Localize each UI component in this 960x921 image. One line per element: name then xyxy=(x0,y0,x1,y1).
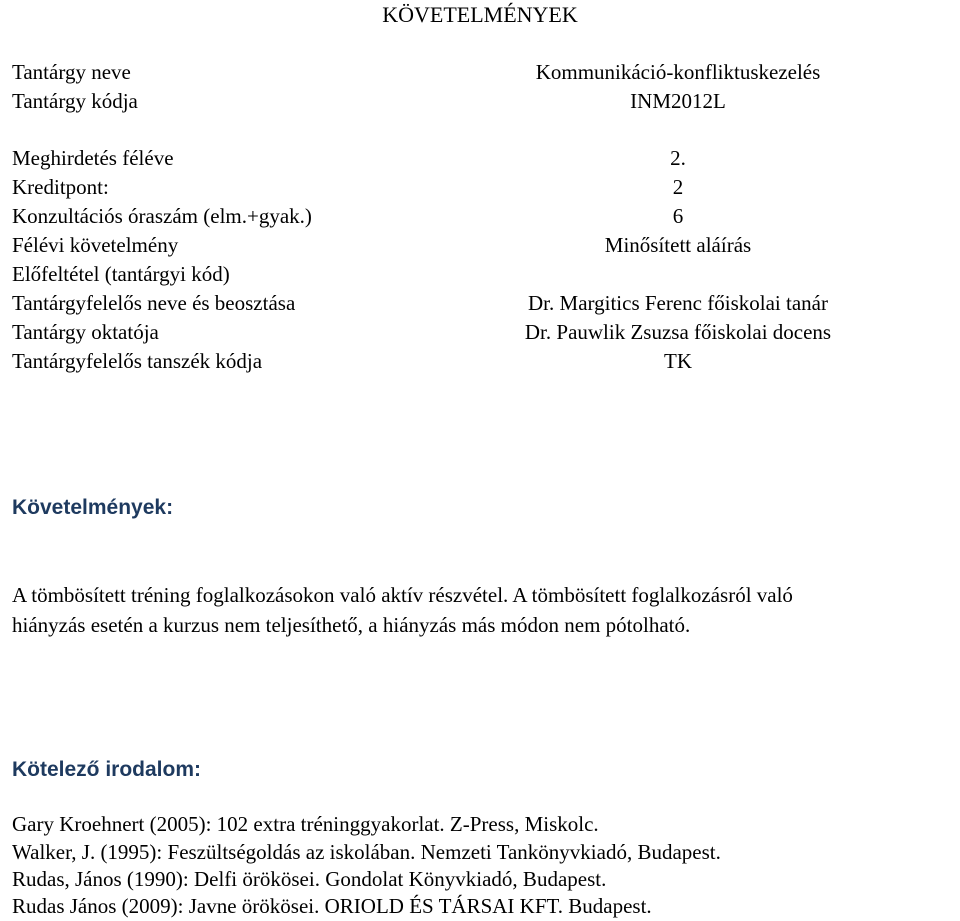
info-row-responsible xyxy=(12,289,952,318)
semester-value: 2. xyxy=(670,146,686,170)
subject-name-label: Tantárgy neve xyxy=(12,60,131,84)
literature-item: Walker, J. (1995): Feszültségoldás az iskolában. Nemzeti Tankönyvkiadó, Budapest. xyxy=(12,840,721,864)
document-title: KÖVETELMÉNYEK xyxy=(382,2,578,27)
info-row-requirement xyxy=(12,231,952,260)
requirements-text-line-2: hiányzás esetén a kurzus nem teljesíthető, a hiányzás más módon nem pótolható. xyxy=(12,613,691,637)
responsible-value: Dr. Margitics Ferenc főiskolai tanár xyxy=(528,291,828,315)
semester-label: Meghirdetés féléve xyxy=(12,146,174,170)
info-row-department xyxy=(12,347,952,376)
info-row-hours xyxy=(12,202,952,231)
requirement-value: Minősített aláírás xyxy=(604,233,752,257)
literature-item: Rudas János (2009): Javne örökösei. ORIOLD ÉS TÁRSAI KFT. Budapest. xyxy=(12,894,652,918)
info-row-teacher xyxy=(12,318,952,347)
credit-label: Kreditpont: xyxy=(12,175,109,199)
info-row-credit xyxy=(12,173,952,202)
credit-value: 2 xyxy=(672,175,684,199)
subject-name-value: Kommunikáció-konfliktuskezelés xyxy=(535,60,821,84)
teacher-label: Tantárgy oktatója xyxy=(12,320,159,344)
requirement-label: Félévi követelmény xyxy=(12,233,179,257)
info-row-semester xyxy=(12,144,952,173)
responsible-label: Tantárgyfelelős neve és beosztása xyxy=(12,291,296,315)
info-row-subject-name xyxy=(12,58,952,87)
literature-heading: Kötelező irodalom: xyxy=(12,758,202,781)
requirements-heading: Követelmények: xyxy=(12,496,174,519)
teacher-value: Dr. Pauwlik Zsuzsa főiskolai docens xyxy=(524,320,832,344)
department-label: Tantárgyfelelős tanszék kódja xyxy=(12,349,263,373)
subject-code-value: INM2012L xyxy=(630,89,726,113)
requirements-text-line-1: A tömbösített tréning foglalkozásokon való aktív részvétel. A tömbösített foglalkozásról való xyxy=(12,583,793,607)
department-value: TK xyxy=(664,349,692,373)
hours-value: 6 xyxy=(672,204,684,228)
hours-label: Konzultációs óraszám (elm.+gyak.) xyxy=(12,204,312,228)
prerequisite-label: Előfeltétel (tantárgyi kód) xyxy=(12,262,230,286)
info-row-prerequisite xyxy=(12,260,952,289)
subject-code-label: Tantárgy kódja xyxy=(12,89,138,113)
literature-item: Gary Kroehnert (2005): 102 extra tréninggyakorlat. Z-Press, Miskolc. xyxy=(12,812,599,836)
info-row-subject-code xyxy=(12,87,952,116)
literature-item: Rudas, János (1990): Delfi örökösei. Gondolat Könyvkiadó, Budapest. xyxy=(12,867,607,891)
